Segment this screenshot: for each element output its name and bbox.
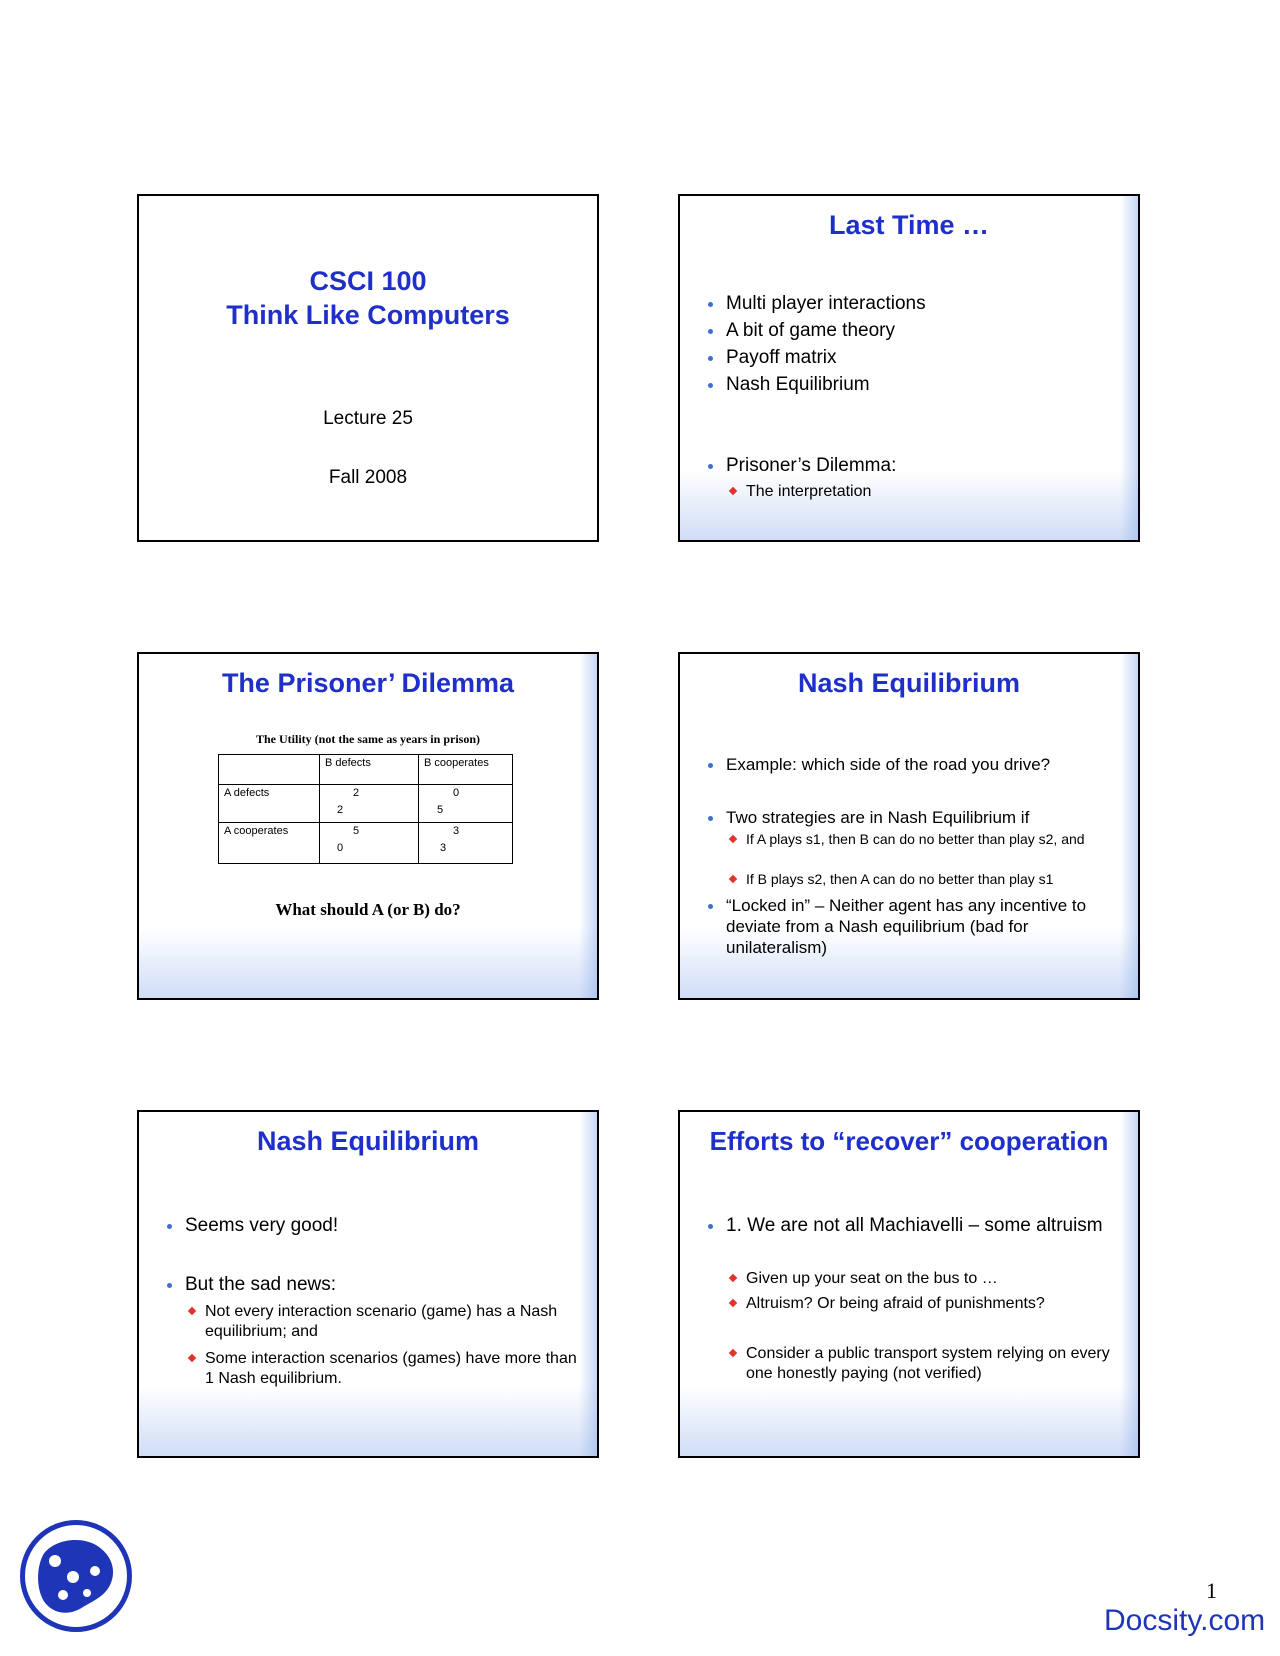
bullet: Seems very good! bbox=[167, 1215, 581, 1237]
question: What should A (or B) do? bbox=[275, 900, 461, 919]
bullet-dot-icon bbox=[708, 763, 713, 768]
brand-watermark: Docsity.com bbox=[1104, 1604, 1266, 1637]
bullet: But the sad news: bbox=[167, 1274, 581, 1296]
sub-bullet: Not every interaction scenario (game) has a Nash equilibrium; and bbox=[189, 1302, 579, 1342]
payoff-value: 5 bbox=[437, 804, 444, 816]
bullet: Multi player interactions bbox=[708, 293, 1122, 315]
payoff-value: 2 bbox=[337, 804, 344, 816]
slide-heading: Nash Equilibrium bbox=[797, 668, 1021, 698]
column-header: B defects bbox=[325, 757, 371, 769]
row-header: A cooperates bbox=[224, 825, 289, 837]
bullet: Payoff matrix bbox=[708, 347, 1122, 369]
docsity-logo-icon bbox=[20, 1520, 132, 1632]
course-title: Think Like Computers bbox=[226, 300, 510, 330]
diamond-bullet-icon bbox=[729, 1349, 737, 1357]
diamond-bullet-icon bbox=[729, 1274, 737, 1282]
payoff-value: 0 bbox=[337, 842, 344, 854]
bullet-dot-icon bbox=[708, 1224, 713, 1229]
slide-nash-equilibrium-2 bbox=[137, 1110, 599, 1458]
bullet: 1. We are not all Machiavelli – some altruism bbox=[708, 1215, 1122, 1237]
bullet: Prisoner’s Dilemma: bbox=[708, 455, 1122, 477]
slide-recover-cooperation bbox=[678, 1110, 1140, 1458]
table-caption: The Utility (not the same as years in prison) bbox=[256, 732, 480, 746]
payoff-value: 3 bbox=[440, 842, 447, 854]
payoff-matrix bbox=[218, 754, 513, 864]
bullet-dot-icon bbox=[708, 356, 713, 361]
sub-bullet: If B plays s2, then A can do no better than play s1 bbox=[730, 871, 1120, 888]
bullet-dot-icon bbox=[708, 816, 713, 821]
sub-bullet: Some interaction scenarios (games) have more than 1 Nash equilibrium. bbox=[189, 1349, 579, 1389]
bullet-dot-icon bbox=[167, 1283, 172, 1288]
page-number: 1 bbox=[1206, 1578, 1217, 1603]
diamond-bullet-icon bbox=[729, 1299, 737, 1307]
sub-bullet: Altruism? Or being afraid of punishments? bbox=[730, 1294, 1120, 1314]
slide-heading: Efforts to “recover” cooperation bbox=[709, 1126, 1109, 1156]
payoff-value: 3 bbox=[453, 825, 460, 837]
sub-bullet: If A plays s1, then B can do no better than play s2, and bbox=[730, 831, 1120, 848]
bullet: “Locked in” – Neither agent has any incentive to deviate from a Nash equilibrium (bad for unilateralism) bbox=[708, 895, 1122, 958]
bullet: A bit of game theory bbox=[708, 320, 1122, 342]
diamond-bullet-icon bbox=[729, 835, 737, 843]
slide-heading: The Prisoner’ Dilemma bbox=[221, 668, 515, 698]
slide-nash-equilibrium-1 bbox=[678, 652, 1140, 1000]
bullet-dot-icon bbox=[708, 464, 713, 469]
bullet-dot-icon bbox=[708, 904, 713, 909]
slide-prisoners-dilemma bbox=[137, 652, 599, 1000]
payoff-value: 2 bbox=[353, 787, 360, 799]
bullet-dot-icon bbox=[167, 1224, 172, 1229]
sub-bullet: Consider a public transport system relying on every one honestly paying (not verified) bbox=[730, 1344, 1120, 1384]
bullet: Two strategies are in Nash Equilibrium if bbox=[708, 807, 1122, 829]
bullet-dot-icon bbox=[708, 383, 713, 388]
diamond-bullet-icon bbox=[729, 487, 737, 495]
lecture-number: Lecture 25 bbox=[323, 408, 413, 429]
sub-bullet: Given up your seat on the bus to … bbox=[730, 1269, 1120, 1289]
payoff-value: 5 bbox=[353, 825, 360, 837]
payoff-value: 0 bbox=[453, 787, 460, 799]
term: Fall 2008 bbox=[328, 467, 408, 488]
bullet-dot-icon bbox=[708, 302, 713, 307]
diamond-bullet-icon bbox=[188, 1354, 196, 1362]
course-code: CSCI 100 bbox=[309, 266, 427, 296]
slide-heading: Nash Equilibrium bbox=[256, 1126, 480, 1156]
bullet: Example: which side of the road you drive? bbox=[708, 754, 1122, 776]
diamond-bullet-icon bbox=[729, 875, 737, 883]
sub-bullet: The interpretation bbox=[730, 482, 1120, 502]
slide-last-time bbox=[678, 194, 1140, 542]
slide-heading: Last Time … bbox=[828, 210, 990, 240]
column-header: B cooperates bbox=[424, 757, 489, 769]
diamond-bullet-icon bbox=[188, 1307, 196, 1315]
slide-title bbox=[137, 194, 599, 542]
row-header: A defects bbox=[224, 787, 270, 799]
bullet-dot-icon bbox=[708, 329, 713, 334]
bullet: Nash Equilibrium bbox=[708, 374, 1122, 396]
